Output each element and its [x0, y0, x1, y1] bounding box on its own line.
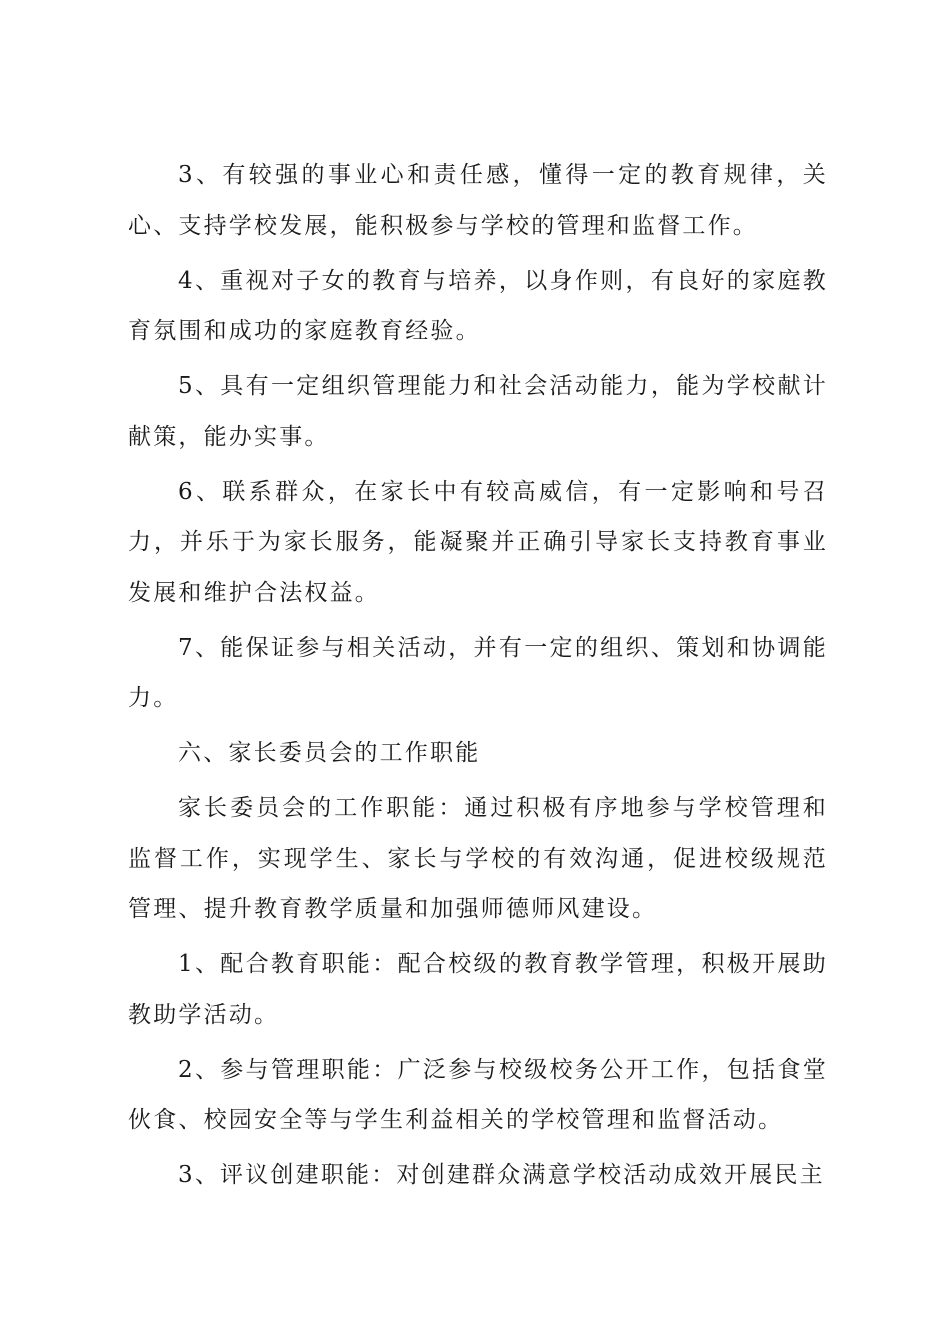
paragraph-item-7: 7、能保证参与相关活动，并有一定的组织、策划和协调能力。	[128, 634, 828, 711]
section-intro-paragraph: 家长委员会的工作职能：通过积极有序地参与学校管理和监督工作，实现学生、家长与学校的有效沟通，促进校级规范管理、提升教育教学质量和加强师德师风建设。	[128, 795, 828, 922]
paragraph-item-4: 4、重视对子女的教育与培养，以身作则，有良好的家庭教育氛围和成功的家庭教育经验。	[128, 267, 828, 344]
function-item-1: 1、配合教育职能：配合校级的教育教学管理，积极开展助教助学活动。	[128, 951, 828, 1028]
paragraph-item-5: 5、具有一定组织管理能力和社会活动能力，能为学校献计献策，能办实事。	[128, 373, 828, 450]
paragraph-item-3: 3、有较强的事业心和责任感，懂得一定的教育规律，关心、支持学校发展，能积极参与学校的管理和监督工作。	[128, 162, 828, 239]
function-item-3: 3、评议创建职能：对创建群众满意学校活动成效开展民主	[178, 1162, 825, 1188]
function-item-2: 2、参与管理职能：广泛参与校级校务公开工作，包括食堂伙食、校园安全等与学生利益相关的学校管理和监督活动。	[128, 1056, 828, 1133]
paragraph-item-6: 6、联系群众，在家长中有较高威信，有一定影响和号召力，并乐于为家长服务，能凝聚并正确引导家长支持教育事业发展和维护合法权益。	[128, 478, 828, 606]
document-body	[128, 150, 828, 1205]
section-heading: 六、家长委员会的工作职能	[178, 740, 481, 766]
